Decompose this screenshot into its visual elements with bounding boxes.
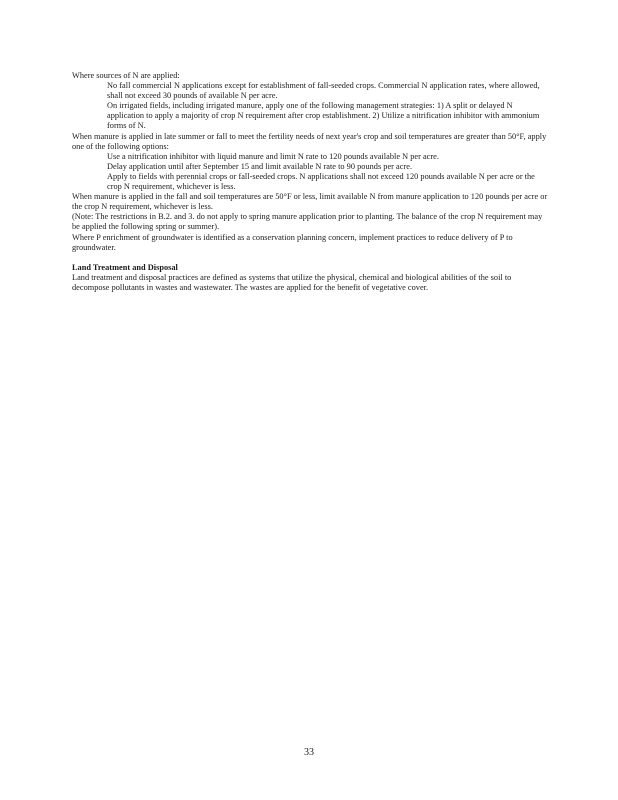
note-paragraph: (Note: The restrictions in B.2. and 3. do not apply to spring manure application prior to planting. The balance of the crop N requirement may be applied the following spring or summer).: [72, 212, 543, 232]
list-item-text: On irrigated fields, including irrigated manure, apply one of the following management strategies: 1) A split or delayed N application to apply a majority of crop N requirement after crop establishment. 2) Utilize a nitrification inhibitor with ammonium forms of N.: [107, 101, 540, 131]
enrichment-paragraph: Where P enrichment of groundwater is identified as a conservation planning concern, implement practices to reduce delivery of P to groundwater.: [72, 232, 513, 252]
list-item: [72, 172, 548, 192]
bullet-list-n-sources: [72, 81, 548, 131]
list-item: [72, 81, 548, 101]
page-number: 33: [304, 747, 314, 758]
summer-paragraph: When manure is applied in late summer or fall to meet the fertility needs of next year's crop and soil temperatures are greater than 50°F, apply one of the following options:: [72, 131, 547, 151]
section-heading: Land Treatment and Disposal: [72, 262, 178, 272]
list-item: [72, 152, 548, 162]
list-item-text: No fall commercial N applications except for establishment of fall-seeded crops. Commercial N application rates, where allowed, shall not exceed 30 pounds of available N per acre.: [107, 81, 540, 101]
list-item: [72, 101, 548, 131]
land-treatment-paragraph: Land treatment and disposal practices are defined as systems that utilize the physical, chemical and biological abilities of the soil to decompose pollutants in wastes and wastewater. The wastes are applied for the benefit of vegetative cover.: [72, 272, 512, 292]
list-item-text: Apply to fields with perennial crops or fall-seeded crops. N applications shall not exceed 120 pounds available N per acre or the crop N requirement, whichever is less.: [107, 171, 535, 192]
list-item: [72, 162, 548, 172]
document-body: [72, 71, 548, 293]
intro-paragraph: Where sources of N are applied:: [72, 71, 180, 80]
list-item-text: Delay application until after September 15 and limit available N rate to 90 pounds per acre.: [107, 161, 413, 171]
cold-soil-paragraph: When manure is applied in the fall and soil temperatures are 50°F or less, limit available N from manure application to 120 pounds per acre or the crop N requirement, whichever is less.: [72, 192, 548, 212]
bullet-list-options: [72, 152, 548, 192]
list-item-text: Use a nitrification inhibitor with liquid manure and limit N rate to 120 pounds available N per acre.: [107, 151, 439, 161]
